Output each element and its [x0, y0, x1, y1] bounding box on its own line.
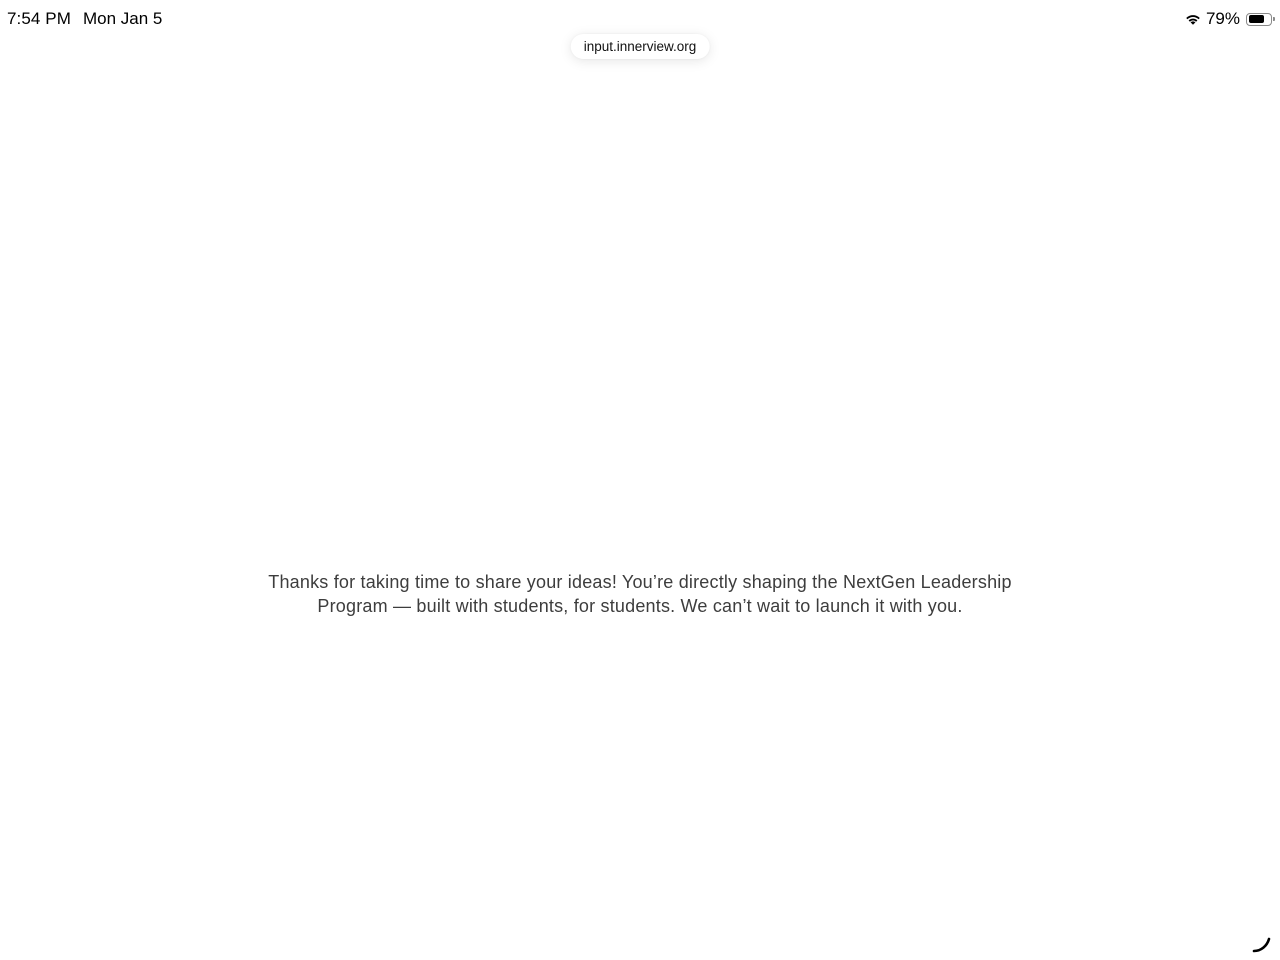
battery-fill: [1249, 15, 1265, 23]
main-content: [0, 552, 1280, 636]
battery-cap: [1273, 17, 1275, 21]
battery-icon: [1246, 13, 1272, 26]
url-pill[interactable]: [571, 34, 710, 59]
status-indicators: [1184, 8, 1272, 30]
status-time: 7:54 PM: [7, 9, 72, 28]
url-text: input.innerview.org: [583, 39, 697, 54]
wifi-icon: [1184, 12, 1202, 26]
status-date: Mon Jan 5: [83, 9, 163, 28]
resize-handle-icon[interactable]: [1252, 936, 1272, 954]
status-bar: [0, 0, 1280, 38]
battery-percent: 79%: [1205, 9, 1240, 28]
thanks-message: Thanks for taking time to share your ideas! You’re directly shaping the NextGen Leadership Program — built with students, for students. We can’t wait to launch it with you.: [268, 572, 1012, 616]
